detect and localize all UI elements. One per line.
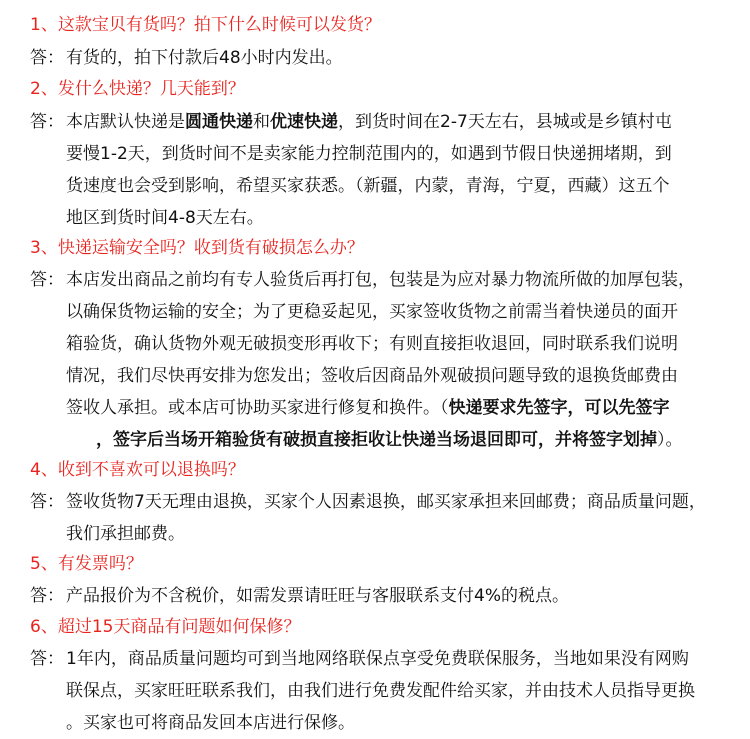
answer-line: 以确保货物运输的安全；为了更稳妥起见，买家签收货物之前需当着快递员的面开: [66, 302, 678, 322]
answer-text: 签收人承担。或本店可协助买家进行修复和换件。（: [66, 398, 449, 418]
answer-line: 情况，我们尽快再安排为您发出；签收后因商品外观破损问题导致的退换货邮费由: [66, 366, 678, 386]
answer-prefix: 答：: [30, 586, 64, 606]
answer-text: 和: [253, 112, 270, 132]
answer-text: ，到货时间在2-7天左右，县城或是乡镇村屯: [338, 112, 672, 132]
faq-answer-2: [30, 106, 748, 234]
answer-prefix: 答：: [30, 112, 64, 132]
answer-line: 要慢1-2天，到货时间不是卖家能力控制范围内的，如遇到节假日快递拥堵期，到: [66, 144, 672, 164]
courier-yousu: 优速快递: [270, 112, 338, 132]
answer-line: [66, 106, 748, 138]
faq-answer-5: [30, 580, 748, 612]
faq-answer-1: [30, 42, 748, 74]
answer-line: 货速度也会受到影响，希望买家获悉。（新疆，内蒙，青海，宁夏，西藏）这五个: [66, 176, 670, 196]
faq-question-2: 2、发什么快递？几天能到？: [30, 79, 245, 99]
answer-prefix: 答：: [30, 649, 64, 669]
answer-line: 联保点，买家旺旺联系我们，由我们进行免费发配件给买家，并由技术人员指导更换: [66, 681, 695, 701]
answer-line: [96, 424, 748, 456]
faq-question-5: 5、有发票吗？: [30, 554, 143, 574]
answer-line: 签收货物7天无理由退换，买家个人因素退换，邮买家承担来回邮费；商品质量问题，: [66, 492, 706, 512]
answer-prefix: 答：: [30, 492, 64, 512]
faq-answer-3: [30, 264, 748, 456]
answer-line: 1年内，商品质量问题均可到当地网络联保点享受免费联保服务，当地如果没有网购: [66, 649, 689, 669]
faq-answer-6: [30, 643, 748, 739]
answer-text: ）。: [657, 430, 683, 450]
faq-answer-4: [30, 486, 748, 550]
answer-bold-note: ，签字后当场开箱验货有破损直接拒收让快递当场退回即可，并将签字划掉: [96, 430, 657, 450]
answer-prefix: 答：: [30, 270, 64, 290]
answer-prefix: 答：: [30, 48, 64, 68]
answer-line: 本店发出商品之前均有专人验货后再打包，包装是为应对暴力物流所做的加厚包装，: [66, 270, 695, 290]
faq-question-4: 4、收到不喜欢可以退换吗？: [30, 460, 245, 480]
answer-line: 地区到货时间4-8天左右。: [66, 208, 264, 228]
answer-line: 。买家也可将商品发回本店进行保修。: [66, 713, 355, 733]
answer-line: 产品报价为不含税价，如需发票请旺旺与客服联系支付4%的税点。: [66, 586, 569, 606]
answer-line: 箱验货，确认货物外观无破损变形再收下；有则直接拒收退回，同时联系我们说明: [66, 334, 678, 354]
answer-line: 我们承担邮费。: [66, 524, 185, 544]
answer-line: 有货的，拍下付款后48小时内发出。: [66, 48, 343, 68]
answer-bold-note: 快递要求先签字，可以先签字: [448, 398, 670, 418]
faq-question-3: 3、快递运输安全吗？收到货有破损怎么办？: [30, 238, 364, 258]
faq-question-1: 1、这款宝贝有货吗？拍下什么时候可以发货？: [30, 15, 381, 35]
answer-text: 本店默认快递是: [66, 112, 185, 132]
courier-yuantong: 圆通快递: [185, 112, 253, 132]
faq-question-6: 6、超过15天商品有问题如何保修？: [30, 617, 301, 637]
answer-line: [66, 392, 748, 424]
